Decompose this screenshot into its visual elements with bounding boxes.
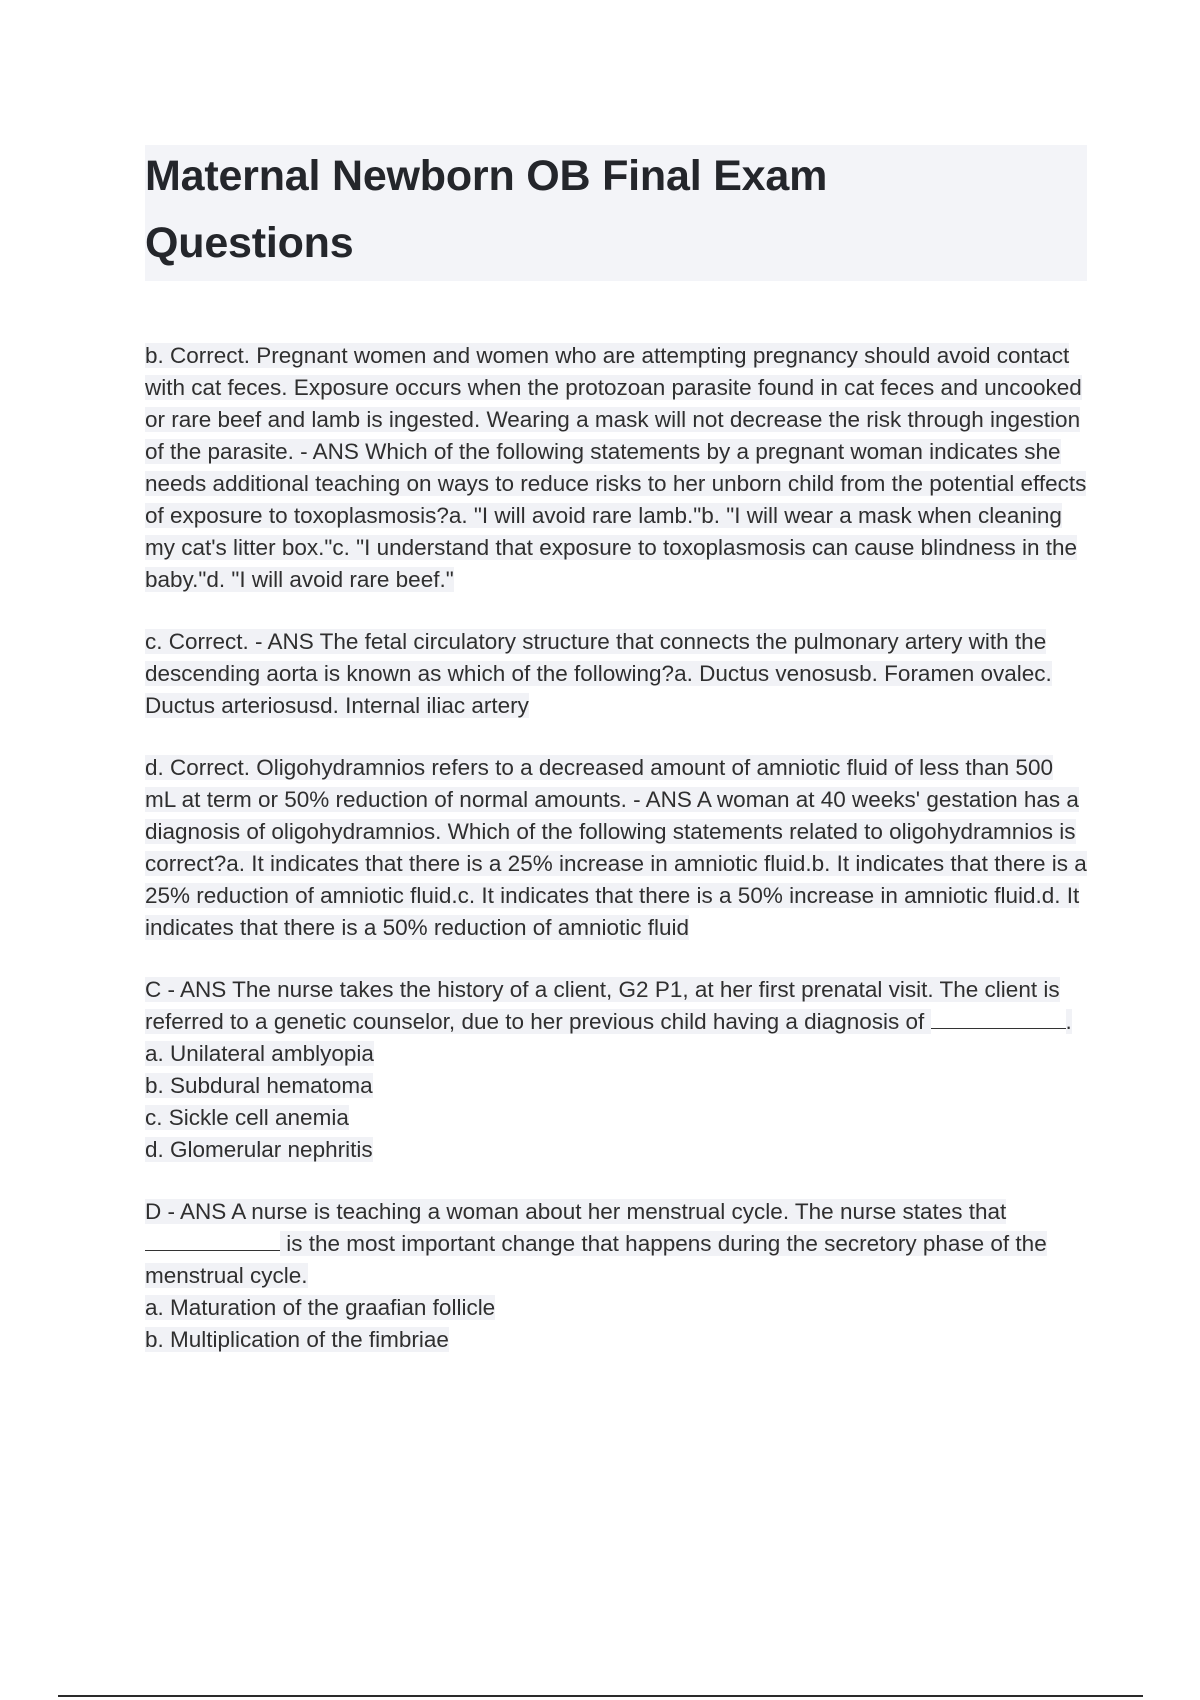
qa-entry-4-text: C - ANS The nurse takes the history of a client, G2 P1, at her first prenatal visit. The client is referred to a genetic counselor, due to her previous child having a diagnosis of <box>145 977 1060 1034</box>
qa-entry-5 <box>145 1196 1090 1356</box>
qa-entry-1-text: b. Correct. Pregnant women and women who are attempting pregnancy should avoid contact with cat feces. Exposure occurs when the protozoan parasite found in cat feces and uncooked or rare beef and lamb is ingested. Wearing a mask will not decrease the risk through ingestion of the parasite. - ANS Which of the following statements by a pregnant woman indicates she needs additional teaching on ways to reduce risks to her unborn child from the potential effects of exposure to toxoplasmosis?a. "I will avoid rare lamb."b. "I will wear a mask when cleaning my cat's litter box."c. "I understand that exposure to toxoplasmosis can cause blindness in the baby."d. "I will avoid rare beef." <box>145 343 1087 592</box>
fill-in-blank <box>145 1230 280 1251</box>
qa-entry-4-text-end: . <box>1065 1009 1072 1034</box>
qa-entry-4 <box>145 974 1090 1166</box>
qa-entry-2-text: c. Correct. - ANS The fetal circulatory structure that connects the pulmonary artery with the descending aorta is known as which of the following?a. Ductus venosusb. Foramen ovalec. Ductus arteriosusd. Internal iliac artery <box>145 629 1052 718</box>
answer-option: d. Glomerular nephritis <box>145 1137 373 1162</box>
document-body <box>145 340 1090 1386</box>
qa-entry-5-text: D - ANS A nurse is teaching a woman about her menstrual cycle. The nurse states that <box>145 1199 1007 1224</box>
qa-entry-3-text: d. Correct. Oligohydramnios refers to a decreased amount of amniotic fluid of less than 500 mL at term or 50% reduction of normal amounts. - ANS A woman at 40 weeks' gestation has a diagnosis of oligohydramnios. Which of the following statements related to oligohydramnios is correct?a. It indicates that there is a 25% increase in amniotic fluid.b. It indicates that there is a 25% reduction of amniotic fluid.c. It indicates that there is a 50% increase in amniotic fluid.d. It indicates that there is a 50% reduction of amniotic fluid <box>145 755 1087 940</box>
page-bottom-divider <box>58 1695 1143 1697</box>
qa-entry-3 <box>145 752 1090 944</box>
qa-entry-5-text-end: is the most important change that happens during the secretory phase of the menstrual cycle. <box>145 1231 1047 1288</box>
qa-entry-2 <box>145 626 1090 722</box>
answer-option: b. Subdural hematoma <box>145 1073 373 1098</box>
answer-option: b. Multiplication of the fimbriae <box>145 1327 449 1352</box>
answer-option: a. Maturation of the graafian follicle <box>145 1295 496 1320</box>
answer-option: a. Unilateral amblyopia <box>145 1041 374 1066</box>
fill-in-blank <box>931 1008 1066 1029</box>
answer-option: c. Sickle cell anemia <box>145 1105 349 1130</box>
qa-entry-1 <box>145 340 1090 596</box>
document-title: Maternal Newborn OB Final Exam Questions <box>145 152 828 267</box>
